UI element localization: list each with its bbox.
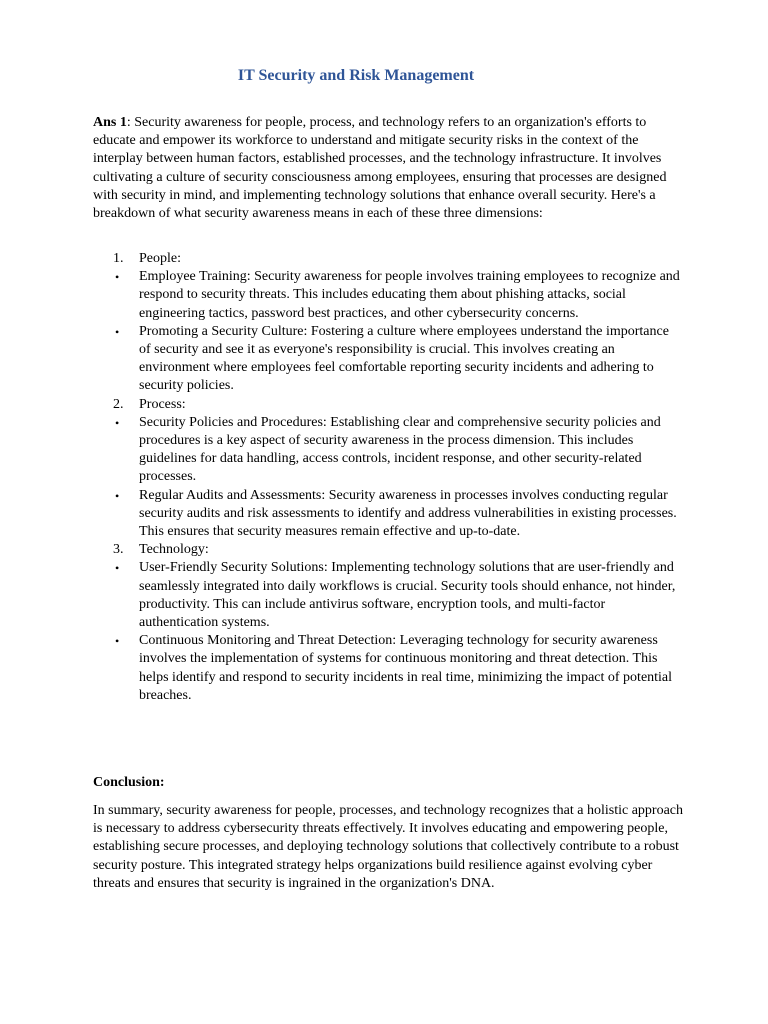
bullet-icon: • (115, 561, 120, 576)
bullet-icon: • (115, 415, 120, 430)
bullet-text: Security Policies and Procedures: Establishing clear and comprehensive security policies and procedures is a key aspect of security awareness in the process dimension. This includes guidelines for data handling, access controls, incident response, and other security-related processes. (139, 414, 661, 485)
list-item-technology (93, 541, 683, 559)
bullet-text: Employee Training: Security awareness for people involves training employees to recognize and respond to security threats. This includes educating them about phishing attacks, social engineering tactics, password best practices, and other cybersecurity concerns. (139, 269, 680, 321)
bullet-text: Continuous Monitoring and Threat Detection: Leveraging technology for security awareness involves the implementation of systems for continuous monitoring and threat detection. This helps identify and respond to security incidents in real time, minimizing the impact of potential breaches. (139, 633, 673, 703)
intro-text: : Security awareness for people, process, and technology refers to an organization's efforts to educate and empower its workforce to understand and mitigate security risks in the context of the interplay between human factors, established processes, and the technology infrastructure. It involves cultivating a culture of security consciousness among employees, ensuring that processes are designed with security in mind, and implementing technology solutions that enhance overall security. Here's a breakdown of what security awareness means in each of these three dimensions: (93, 115, 667, 222)
bullet-icon: • (115, 270, 120, 285)
list-number: 3. (113, 542, 124, 558)
section-heading: People: (139, 251, 181, 266)
bullet-icon: • (115, 488, 120, 503)
conclusion-paragraph: In summary, security awareness for people, processes, and technology recognizes that a holistic approach is necessary to address cybersecurity threats effectively. It involves educating and empowering people, establishing secure processes, and deploying technology solutions that collectively contribute to a robust security posture. This integrated strategy helps organizations build resilience against evolving cyber threats and ensures that security is ingrained in the organization's DNA. (93, 803, 683, 891)
bullet-icon: • (115, 634, 120, 649)
list-item-people (93, 250, 683, 268)
dimensions-list (93, 250, 683, 705)
page-title: IT Security and Risk Management (237, 67, 475, 84)
section-heading: Technology: (139, 542, 209, 558)
bullet-item (93, 559, 683, 632)
bullet-text: Regular Audits and Assessments: Security awareness in processes involves conducting regular security audits and risk assessments to identify and address vulnerabilities in existing processes. This ensures that security measures remain effective and up-to-date. (139, 487, 677, 540)
bullet-item (93, 632, 683, 705)
list-number: 2. (113, 396, 124, 412)
bullet-item (93, 323, 683, 396)
bullet-icon: • (115, 324, 120, 339)
section-heading: Process: (139, 396, 186, 412)
conclusion-heading: Conclusion: (93, 775, 165, 790)
intro-paragraph (93, 114, 683, 223)
bullet-item (93, 414, 683, 487)
bullet-item (93, 487, 683, 542)
bullet-text: Promoting a Security Culture: Fostering a culture where employees understand the importance of security and see it as everyone's responsibility is crucial. This involves creating an environment where employees feel comfortable reporting security incidents and adhering to security policies. (139, 323, 669, 394)
list-item-process (93, 396, 683, 414)
list-number: 1. (113, 251, 124, 266)
bullet-text: User-Friendly Security Solutions: Implementing technology solutions that are user-friendly and seamlessly integrated into daily workflows is crucial. Security tools should enhance, not hinder, productivity. This can include antivirus software, encryption tools, and multi-factor authentication systems. (139, 560, 676, 631)
answer-label: Ans 1 (93, 115, 127, 130)
bullet-item (93, 268, 683, 323)
